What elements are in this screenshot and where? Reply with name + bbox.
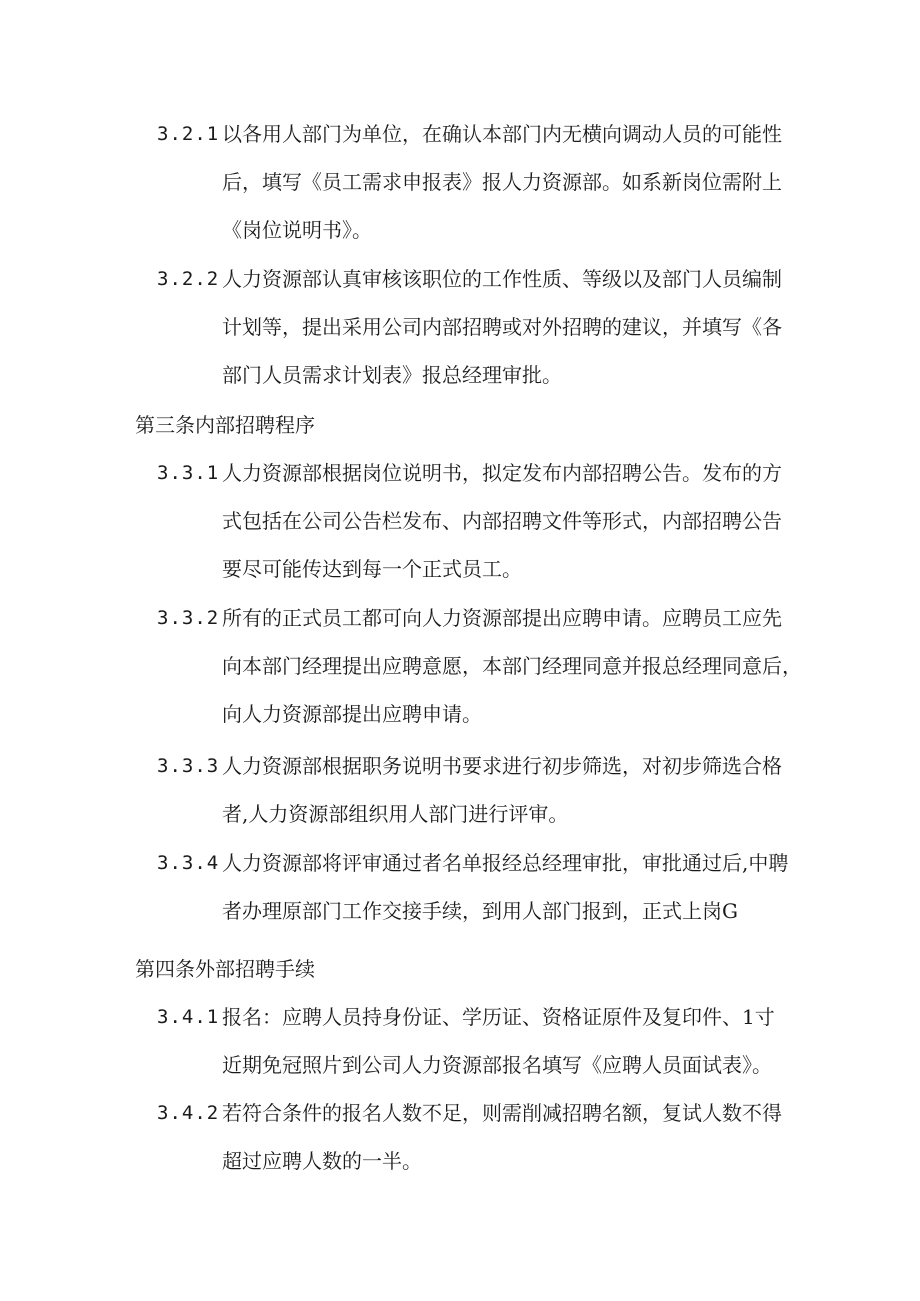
clause-line: 人力资源部根据岗位说明书，拟定发布内部招聘公告。发布的方: [222, 461, 782, 485]
article-4-heading: 第四条外部招聘手续: [135, 957, 315, 981]
clause-body: [222, 839, 807, 935]
clause-number: 3.4.2: [157, 1102, 220, 1124]
clause-line: 以各用人部门为单位，在确认本部门内无横向调动人员的可能性: [222, 122, 782, 146]
clause-line: 所有的正式员工都可向人力资源部提出应聘申请。应聘员工应先: [222, 606, 782, 630]
clause-body: [222, 110, 807, 254]
clause-line: 向本部门经理提出应聘意愿，本部门经理同意并报总经理同意后，: [222, 654, 802, 678]
clause-number: 3.3.4: [157, 852, 220, 874]
clause-line: 近期免冠照片到公司人力资源部报名填写《应聘人员面试表》。: [222, 1053, 772, 1077]
clause-line: 报名：应聘人员持身份证、学历证、资格证原件及复印件、1寸: [222, 1005, 775, 1029]
clause-body: [222, 449, 807, 593]
clause-number: 3.3.1: [157, 462, 220, 484]
clause-body: [222, 742, 807, 838]
clause-number: 3.4.1: [157, 1006, 220, 1028]
clause-line: 人力资源部将评审通过者名单报经总经理审批，审批通过后,中聘: [222, 851, 789, 875]
clause-body: [222, 993, 807, 1089]
clause-number: 3.3.3: [157, 755, 220, 777]
clause-line: 向人力资源部提出应聘申请。: [222, 702, 482, 726]
clause-line: 若符合条件的报名人数不足，则需削减招聘名额，复试人数不得: [222, 1101, 782, 1125]
clause-line: 后，填写《员工需求申报表》报人力资源部。如系新岗位需附上: [222, 170, 782, 194]
clause-number: 3.2.1: [157, 123, 220, 145]
clause-line: 人力资源部认真审核该职位的工作性质、等级以及部门人员编制: [222, 267, 782, 291]
clause-line: 者办理原部门工作交接手续，到用人部门报到，正式上岗G: [222, 899, 738, 923]
clause-body: [222, 255, 807, 399]
clause-line: 要尽可能传达到每一个正式员工。: [222, 557, 522, 581]
clause-body: [222, 1089, 807, 1185]
article-3-heading: 第三条内部招聘程序: [135, 413, 315, 437]
clause-line: 人力资源部根据职务说明书要求进行初步筛选，对初步筛选合格: [222, 754, 782, 778]
clause-line: 者,人力资源部组织用人部门进行评审。: [222, 802, 569, 826]
clause-number: 3.3.2: [157, 607, 220, 629]
clause-line: 超过应聘人数的一半。: [222, 1149, 422, 1173]
clause-line: 计划等，提出采用公司内部招聘或对外招聘的建议，并填写《各: [222, 315, 782, 339]
clause-line: 式包括在公司公告栏发布、内部招聘文件等形式，内部招聘公告: [222, 509, 782, 533]
clause-line: 部门人员需求计划表》报总经理审批。: [222, 363, 562, 387]
clause-body: [222, 594, 807, 738]
clause-line: 《岗位说明书》。: [222, 218, 372, 242]
clause-number: 3.2.2: [157, 268, 220, 290]
